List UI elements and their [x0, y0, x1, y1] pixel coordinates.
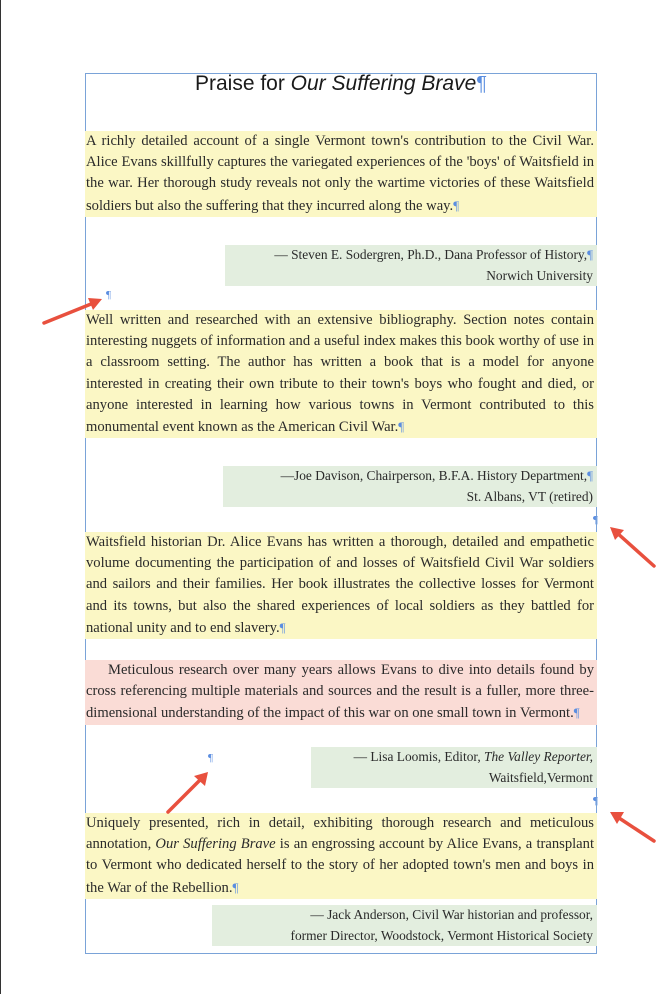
publication-name: The Valley Reporter, [484, 749, 593, 764]
page-title [85, 72, 597, 96]
attribution-line: Norwich University [486, 267, 593, 283]
attribution-line: Waitsfield,Vermont [488, 769, 593, 785]
attribution-line: St. Albans, VT (retired) [466, 488, 593, 504]
title-prefix: Praise for [194, 72, 291, 95]
attribution-line: — Steven E. Sodergren, Ph.D., Dana Professor of History, [274, 247, 588, 262]
blurb-3-body: Waitsfield historian Dr. Alice Evans has written a thorough, detailed and empathetic volume documenting the participation of and losses of Waitsfield Civil War soldiers and sailors and their families. Her book illustrates the collective losses for Vermont and its towns, but also the shared experiences of local soldiers as they battled for national unity and to end slavery. [86, 534, 594, 636]
blurb-3-text-2 [85, 660, 597, 725]
pilcrow-mark: ¶ [279, 619, 286, 635]
blurb-3-attribution [311, 747, 597, 788]
pilcrow-mark: ¶ [476, 73, 488, 95]
attribution-line: — Jack Anderson, Civil War historian and professor, [310, 907, 593, 922]
annotation-arrow-icon [38, 288, 108, 330]
pilcrow-mark: ¶ [587, 468, 593, 483]
blurb-4-text [85, 813, 597, 899]
attribution-line: former Director, Woodstock, Vermont Historical Society [290, 927, 593, 943]
book-title: Our Suffering Brave [155, 836, 276, 853]
pilcrow-mark: ¶ [208, 752, 213, 764]
blurb-3-text [85, 532, 597, 639]
attribution-line: — Lisa Loomis, Editor, [353, 749, 485, 764]
pilcrow-mark: ¶ [593, 514, 598, 526]
blurb-3-body-2: Meticulous research over many years allows Evans to dive into details found by cross referencing multiple materials and sources and the result is a fuller, more three-dimensional understanding of the impact of this war on one small town in Vermont. [86, 662, 594, 722]
pilcrow-mark: ¶ [593, 795, 598, 807]
blurb-1-body: A richly detailed account of a single Vermont town's contribution to the Civil War. Alice Evans skillfully captures the variegated experiences of the 'boys' of Waitsfield in the war. Her thorough study reveals not only the wartime victories of these Waitsfield soldiers but also the suffering that they incurred along the way. [86, 133, 594, 214]
pilcrow-mark: ¶ [573, 705, 580, 721]
annotation-arrow-icon [160, 766, 214, 818]
page-left-edge [0, 0, 1, 994]
pilcrow-mark: ¶ [398, 419, 405, 435]
blurb-2-body: Well written and researched with an extensive bibliography. Section notes contain interesting nuggets of information and a useful index makes this book worthy of use in a classroom setting. The author has written a book that is a model for anyone interested in creating their own tribute to their town's boys who fought and died, or anyone interested in learning how various towns in Vermont contributed to this monumental event known as the American Civil War. [86, 312, 594, 436]
attribution-line: —Joe Davison, Chairperson, B.F.A. History Department, [280, 468, 588, 483]
blurb-4-body: Uniquely presented, rich in detail, exhibiting thorough research and meticulous annotation, [86, 815, 594, 853]
blurb-4-body: is an engrossing account by Alice Evans, a transplant to Vermont who dedicated herself to the story of her adopted town's men and boys in the War of the Rebellion. [86, 836, 595, 896]
annotation-arrow-icon [604, 522, 659, 572]
pilcrow-mark: ¶ [232, 879, 239, 895]
blurb-2-text [85, 310, 597, 438]
blurb-1-text [85, 131, 597, 217]
blurb-1-attribution [225, 245, 597, 286]
title-book: Our Suffering Brave [290, 72, 477, 95]
pilcrow-mark: ¶ [453, 197, 460, 213]
pilcrow-mark: ¶ [587, 247, 593, 262]
pilcrow-mark: ¶ [106, 289, 111, 301]
blurb-4-attribution [212, 905, 597, 946]
blurb-2-attribution [223, 466, 597, 507]
annotation-arrow-icon [604, 804, 658, 846]
